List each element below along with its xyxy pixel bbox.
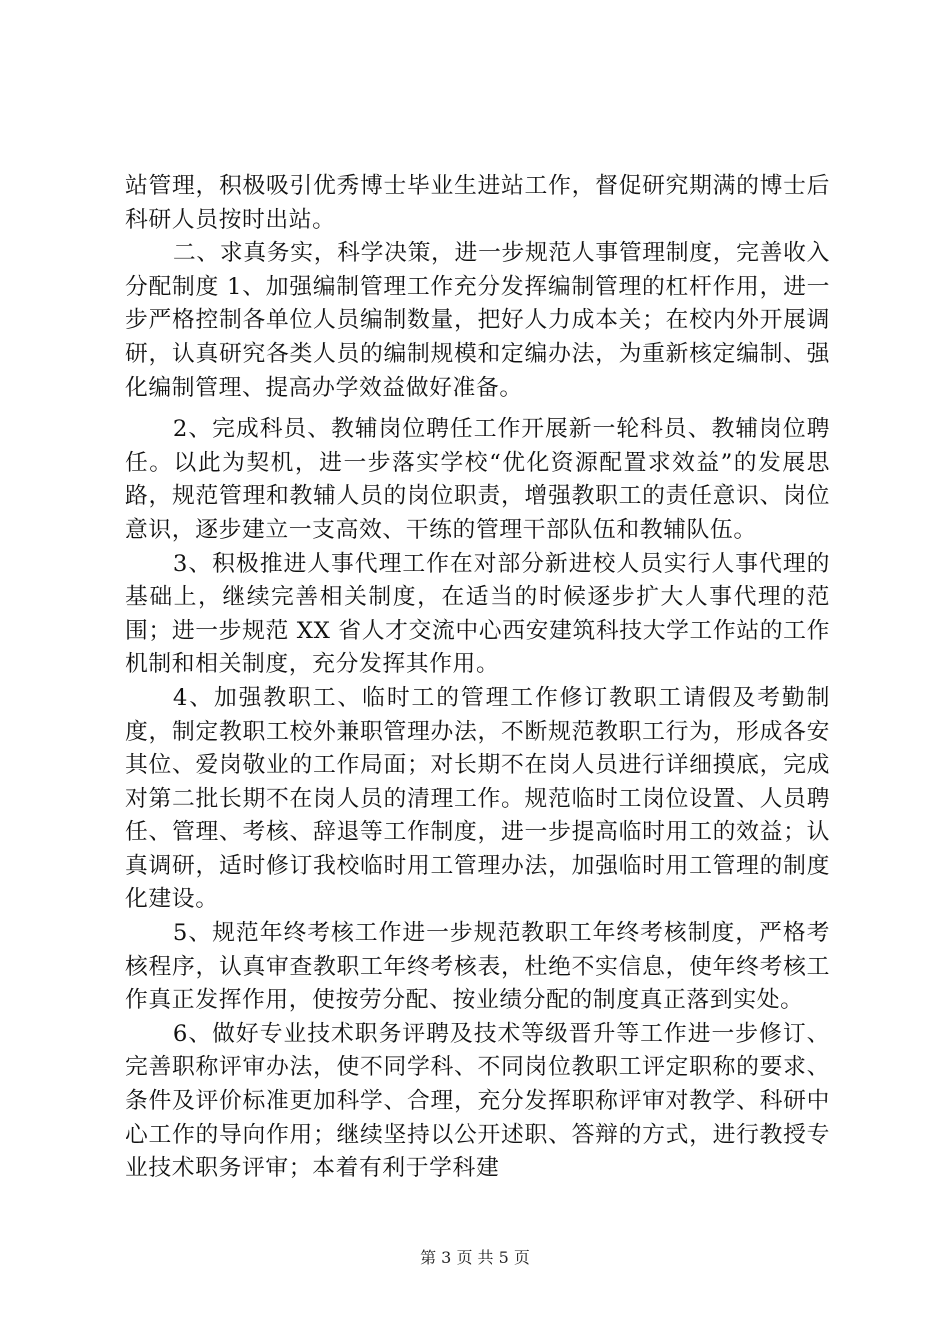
paragraph-section-two: 二、求真务实，科学决策，进一步规范人事管理制度，完善收入分配制度 1、加强编制管理工作充分发挥编制管理的杠杆作用，进一步严格控制各单位人员编制数量，把好人力成本关；在校内外开展调研，认真研究各类人员的编制规模和定编办法，为重新核定编制、强化编制管理、提高办学效益做好准备。 — [125, 240, 830, 401]
document-body — [125, 170, 830, 1186]
paragraph-continuation: 站管理，积极吸引优秀博士毕业生进站工作，督促研究期满的博士后科研人员按时出站。 — [125, 173, 830, 233]
paragraph-item-6: 6、做好专业技术职务评聘及技术等级晋升等工作进一步修订、完善职称评审办法，使不同学科、不同岗位教职工评定职称的要求、条件及评价标准更加科学、合理，充分发挥职称评审对教学、科研中心工作的导向作用；继续坚持以公开述职、答辩的方式，进行教授专业技术职务评审；本着有利于学科建 — [125, 1020, 830, 1182]
paragraph-item-5: 5、规范年终考核工作进一步规范教职工年终考核制度，严格考核程序，认真审查教职工年终考核表，杜绝不实信息，使年终考核工作真正发挥作用，使按劳分配、按业绩分配的制度真正落到实处。 — [125, 920, 830, 1014]
paragraph-item-4: 4、加强教职工、临时工的管理工作修订教职工请假及考勤制度，制定教职工校外兼职管理办法，不断规范教职工行为，形成各安其位、爱岗敬业的工作局面；对长期不在岗人员进行详细摸底，完成对第二批长期不在岗人员的清理工作。规范临时工岗位设置、人员聘任、管理、考核、辞退等工作制度，进一步提高临时用工的效益；认真调研，适时修订我校临时用工管理办法，加强临时用工管理的制度化建设。 — [125, 684, 830, 913]
paragraph-item-3: 3、积极推进人事代理工作在对部分新进校人员实行人事代理的基础上，继续完善相关制度，在适当的时候逐步扩大人事代理的范围；进一步规范 XX 省人才交流中心西安建筑科技大学工作站的工作机制和相关制度，充分发挥其作用。 — [125, 550, 830, 678]
paragraph-item-2: 2、完成科员、教辅岗位聘任工作开展新一轮科员、教辅岗位聘任。以此为契机，进一步落实学校“优化资源配置求效益”的发展思路，规范管理和教辅人员的岗位职责，增强教职工的责任意识、岗位意识，逐步建立一支高效、干练的管理干部队伍和教辅队伍。 — [125, 416, 830, 543]
page-number-footer: 第 3 页 共 5 页 — [420, 1248, 530, 1267]
